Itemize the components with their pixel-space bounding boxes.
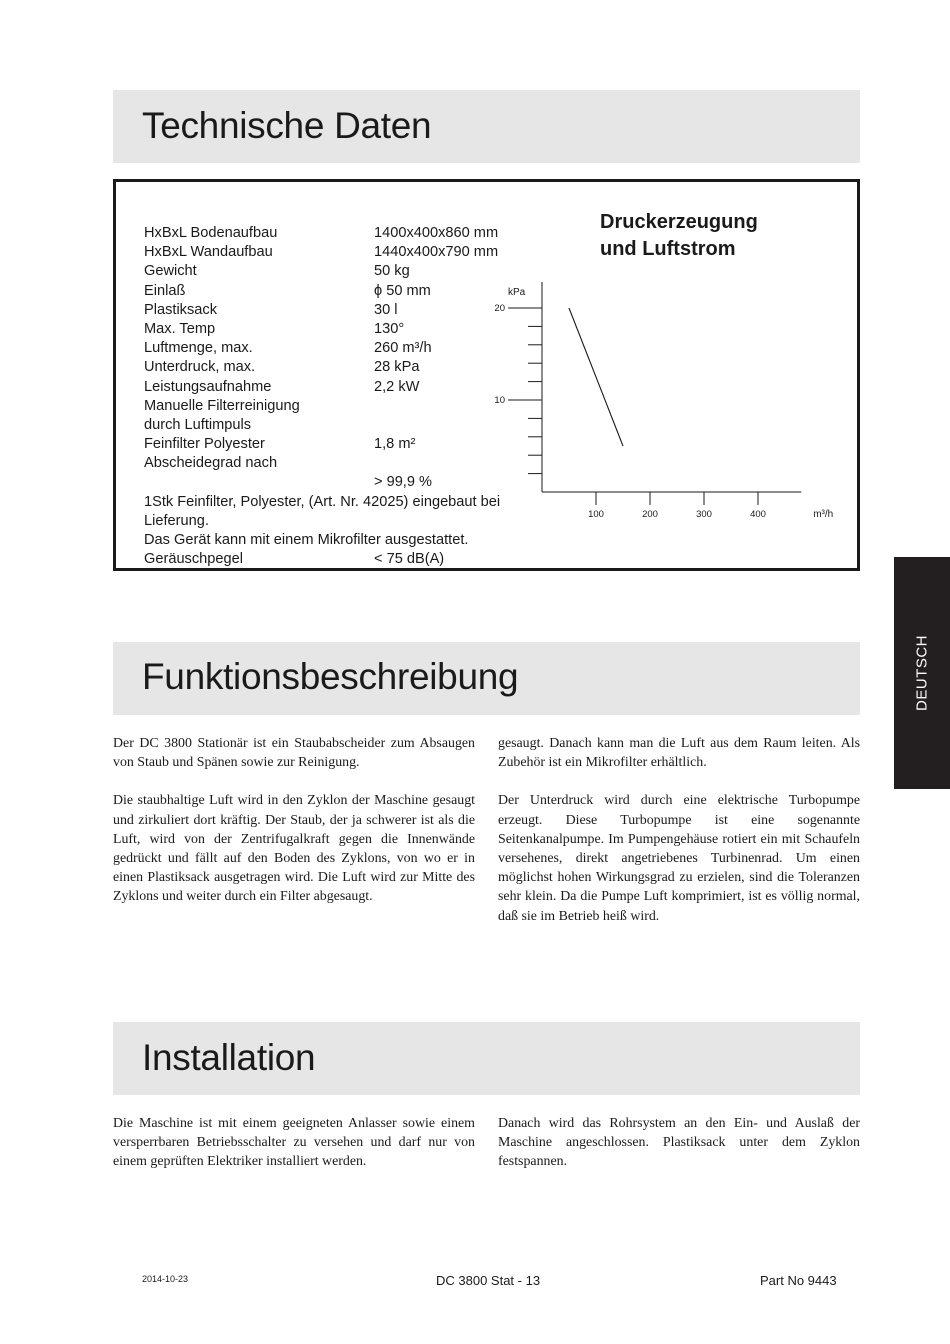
- spec-value: 1400x400x860 mm: [374, 225, 499, 241]
- func-column-left: [113, 734, 475, 926]
- spec-label: Geräuschpegel: [144, 551, 243, 568]
- install-column-right: [498, 1114, 860, 1191]
- spec-value: < 75 dB(A): [374, 551, 445, 568]
- spec-note: 1Stk Feinfilter, Polyester, (Art. Nr. 42025) eingebaut bei: [144, 493, 501, 510]
- y-tick-label: 10: [494, 395, 505, 406]
- section-header-installation: [113, 1022, 860, 1095]
- paragraph: Danach wird das Rohrsystem an den Ein- und Auslaß der Maschine angeschlossen. Plastiksack unter dem Zyklon festspannen.: [498, 1116, 860, 1170]
- spec-label: HxBxL Wandaufbau: [144, 244, 273, 261]
- spec-label: durch Luftimpuls: [144, 416, 252, 433]
- spec-label: Gewicht: [144, 263, 197, 280]
- paragraph: Der Unterdruck wird durch eine elektrische Turbopumpe erzeugt. Diese Turbopumpe ist eine sogenannte Seitenkanalpumpe. Im Pumpengehäuse rotiert ein mit Schaufeln versehenes, direkt angetriebenes Turbinenrad. Um einen möglichst hohen Wirkungsgrad zu erzielen, sind die Toleranzen sehr klein. Da die Pumpe Luft komprimiert, ist es völlig normal, daß sie im Betrieb heiß wird.: [498, 793, 860, 924]
- spec-label: Max. Temp: [144, 320, 216, 337]
- spec-label: Abscheidegrad nach: [144, 455, 278, 472]
- section-title: Technische Daten: [142, 105, 432, 146]
- spec-label: Leistungsaufnahme: [144, 378, 272, 395]
- spec-label: Unterdruck, max.: [144, 359, 256, 376]
- spec-value: 28 kPa: [374, 359, 420, 376]
- x-axis-label: m³/h: [813, 509, 834, 520]
- x-tick-label: 400: [750, 509, 766, 520]
- spec-value: 1,8 m²: [374, 436, 416, 453]
- x-tick-label: 300: [696, 509, 712, 520]
- pressure-flow-chart: [116, 182, 857, 568]
- y-tick-label: 20: [494, 303, 505, 314]
- section-title: Installation: [142, 1037, 316, 1078]
- chart-title-line: und Luftstrom: [600, 238, 736, 260]
- paragraph: Der DC 3800 Stationär ist ein Staubabscheider zum Absaugen von Staub und Spänen sowie zur Reinigung.: [113, 736, 475, 771]
- x-tick-label: 100: [588, 509, 604, 520]
- spec-value: 50 kg: [374, 263, 410, 280]
- spec-value: 1440x400x790 mm: [374, 244, 499, 261]
- spec-label: Plastiksack: [144, 301, 217, 318]
- spec-value: 2,2 kW: [374, 378, 420, 395]
- language-tab: [894, 557, 950, 789]
- spec-note: Das Gerät kann mit einem Mikrofilter ausgestattet.: [144, 532, 469, 549]
- spec-value: > 99,9 %: [374, 474, 433, 491]
- spec-value: 260 m³/h: [374, 340, 432, 357]
- spec-value: ϕ 50 mm: [374, 282, 431, 299]
- paragraph: Die staubhaltige Luft wird in den Zyklon der Maschine gesaugt und zirkuliert dort kräftig. Der Staub, der ja schwerer ist als die Luft, wird von der Zentrifugalkraft gegen die Innenwände gedrückt und fällt auf den Boden des Zyklons, von wo er in einen Plastiksack ausgetragen wird. Die Luft wird zur Mitte des Zyklons und weiter durch ein Filter abgesaugt.: [113, 793, 475, 905]
- spec-value: 30 l: [374, 301, 398, 318]
- paragraph: Die Maschine ist mit einem geeigneten Anlasser sowie einem versperrbaren Betriebsschalter zu versehen und darf nur von einem geprüften Elektriker installiert werden.: [113, 1116, 475, 1170]
- spec-label: Manuelle Filterreinigung: [144, 397, 300, 414]
- spec-box: [113, 179, 860, 571]
- paragraph: gesaugt. Danach kann man die Luft aus dem Raum leiten. Als Zubehör ist ein Mikrofilter erhältlich.: [498, 736, 860, 771]
- footer-part-number: Part No 9443: [760, 1273, 837, 1288]
- spec-value: 130°: [374, 320, 405, 337]
- footer-date: 2014-10-23: [142, 1274, 189, 1284]
- install-column-left: [113, 1114, 475, 1191]
- spec-label: Feinfilter Polyester: [144, 436, 265, 453]
- spec-label: Einlaß: [144, 282, 186, 299]
- section-header-funktionsbeschreibung: [113, 642, 860, 715]
- footer-page-number: DC 3800 Stat - 13: [436, 1273, 541, 1288]
- spec-note: Lieferung.: [144, 512, 209, 529]
- spec-label: Luftmenge, max.: [144, 340, 253, 357]
- series-line: [569, 308, 623, 446]
- spec-label: HxBxL Bodenaufbau: [144, 225, 278, 241]
- y-axis-label: kPa: [508, 287, 526, 298]
- language-tab-label: DEUTSCH: [913, 634, 931, 712]
- chart-title-line: Druckerzeugung: [600, 211, 758, 233]
- section-header-technische-daten: [113, 90, 860, 163]
- section-title: Funktionsbeschreibung: [142, 656, 519, 697]
- x-tick-label: 200: [642, 509, 658, 520]
- func-column-right: [498, 734, 860, 945]
